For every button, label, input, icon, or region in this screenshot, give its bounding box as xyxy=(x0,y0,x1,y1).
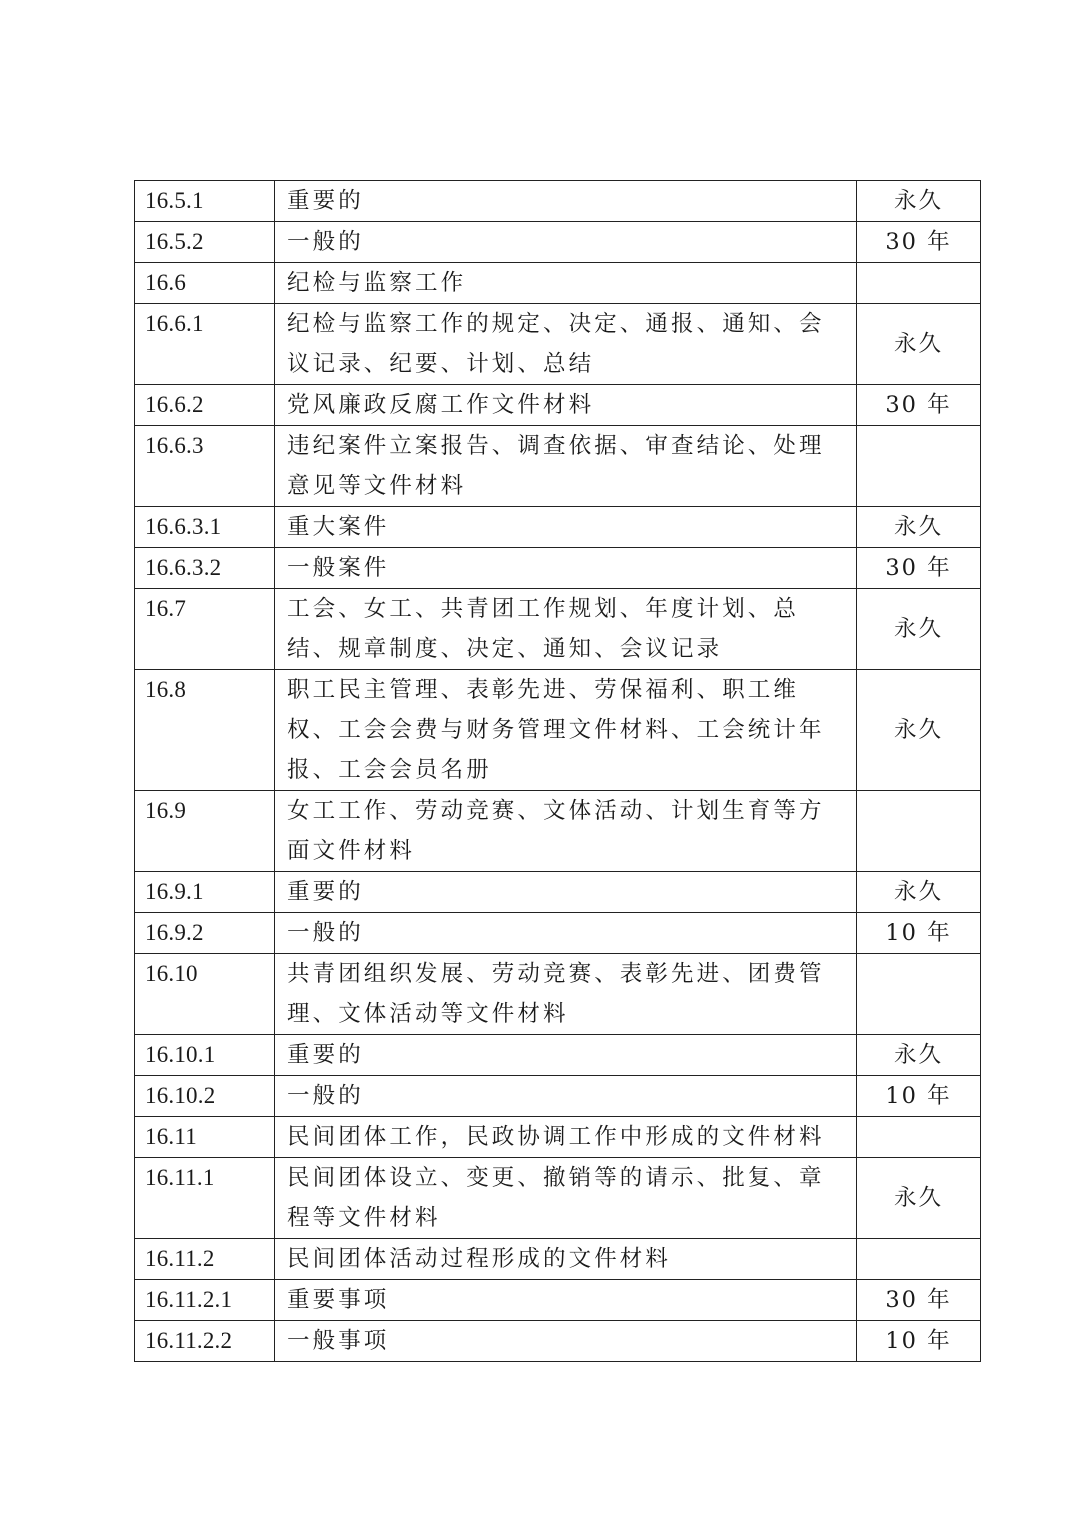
item-description-cell: 民间团体工作，民政协调工作中形成的文件材料 xyxy=(275,1117,857,1158)
retention-period-cell: 10 年 xyxy=(857,913,981,954)
table-row xyxy=(135,670,981,791)
item-description-cell: 民间团体活动过程形成的文件材料 xyxy=(275,1239,857,1280)
table-row xyxy=(135,304,981,385)
item-description-cell: 共青团组织发展、劳动竞赛、表彰先进、团费管理、文体活动等文件材料 xyxy=(275,954,857,1035)
table-row xyxy=(135,1321,981,1362)
table-row xyxy=(135,426,981,507)
table-row xyxy=(135,954,981,1035)
table-row xyxy=(135,913,981,954)
item-description-cell: 重要的 xyxy=(275,872,857,913)
table-row xyxy=(135,1076,981,1117)
table-row xyxy=(135,385,981,426)
item-code-cell: 16.6.2 xyxy=(135,385,275,426)
item-code-cell: 16.6.3.1 xyxy=(135,507,275,548)
item-description-cell: 纪检与监察工作 xyxy=(275,263,857,304)
item-code-cell: 16.8 xyxy=(135,670,275,791)
item-description-cell: 工会、女工、共青团工作规划、年度计划、总结、规章制度、决定、通知、会议记录 xyxy=(275,589,857,670)
item-code-cell: 16.10 xyxy=(135,954,275,1035)
item-description-cell: 一般的 xyxy=(275,913,857,954)
item-description-cell: 民间团体设立、变更、撤销等的请示、批复、章程等文件材料 xyxy=(275,1158,857,1239)
retention-period-cell xyxy=(857,1117,981,1158)
retention-period-cell: 永久 xyxy=(857,872,981,913)
item-code-cell: 16.7 xyxy=(135,589,275,670)
table-row xyxy=(135,791,981,872)
table-row xyxy=(135,181,981,222)
item-description-cell: 一般的 xyxy=(275,222,857,263)
table-row xyxy=(135,1280,981,1321)
item-code-cell: 16.9.1 xyxy=(135,872,275,913)
retention-period-cell xyxy=(857,954,981,1035)
item-code-cell: 16.11.2.1 xyxy=(135,1280,275,1321)
item-code-cell: 16.6.3 xyxy=(135,426,275,507)
item-description-cell: 重要的 xyxy=(275,1035,857,1076)
table-row xyxy=(135,222,981,263)
item-description-cell: 重大案件 xyxy=(275,507,857,548)
item-code-cell: 16.6 xyxy=(135,263,275,304)
table-row xyxy=(135,548,981,589)
retention-period-cell xyxy=(857,791,981,872)
retention-period-cell: 永久 xyxy=(857,670,981,791)
retention-period-cell: 30 年 xyxy=(857,385,981,426)
table-body xyxy=(135,181,981,1362)
item-code-cell: 16.9 xyxy=(135,791,275,872)
item-code-cell: 16.10.1 xyxy=(135,1035,275,1076)
retention-schedule-table xyxy=(134,180,981,1362)
table-row xyxy=(135,1035,981,1076)
retention-period-cell: 永久 xyxy=(857,1158,981,1239)
retention-period-cell xyxy=(857,1239,981,1280)
item-code-cell: 16.11.2 xyxy=(135,1239,275,1280)
item-code-cell: 16.11.1 xyxy=(135,1158,275,1239)
item-description-cell: 一般的 xyxy=(275,1076,857,1117)
retention-period-cell: 30 年 xyxy=(857,222,981,263)
item-description-cell: 一般案件 xyxy=(275,548,857,589)
item-description-cell: 党风廉政反腐工作文件材料 xyxy=(275,385,857,426)
item-code-cell: 16.6.3.2 xyxy=(135,548,275,589)
item-description-cell: 一般事项 xyxy=(275,1321,857,1362)
item-description-cell: 女工工作、劳动竞赛、文体活动、计划生育等方面文件材料 xyxy=(275,791,857,872)
retention-period-cell: 永久 xyxy=(857,589,981,670)
item-code-cell: 16.10.2 xyxy=(135,1076,275,1117)
retention-period-cell: 30 年 xyxy=(857,548,981,589)
item-description-cell: 违纪案件立案报告、调查依据、审查结论、处理意见等文件材料 xyxy=(275,426,857,507)
item-description-cell: 重要事项 xyxy=(275,1280,857,1321)
item-code-cell: 16.11 xyxy=(135,1117,275,1158)
item-code-cell: 16.5.1 xyxy=(135,181,275,222)
table-row xyxy=(135,507,981,548)
retention-period-cell: 永久 xyxy=(857,181,981,222)
retention-period-cell xyxy=(857,263,981,304)
table-row xyxy=(135,1158,981,1239)
retention-period-cell: 10 年 xyxy=(857,1076,981,1117)
retention-period-cell: 永久 xyxy=(857,304,981,385)
retention-period-cell: 30 年 xyxy=(857,1280,981,1321)
item-code-cell: 16.6.1 xyxy=(135,304,275,385)
item-description-cell: 职工民主管理、表彰先进、劳保福利、职工维权、工会会费与财务管理文件材料、工会统计年报、工会会员名册 xyxy=(275,670,857,791)
table-row xyxy=(135,263,981,304)
table-row xyxy=(135,1239,981,1280)
retention-period-cell: 永久 xyxy=(857,1035,981,1076)
item-description-cell: 重要的 xyxy=(275,181,857,222)
item-code-cell: 16.5.2 xyxy=(135,222,275,263)
table-row xyxy=(135,589,981,670)
retention-period-cell: 永久 xyxy=(857,507,981,548)
retention-period-cell xyxy=(857,426,981,507)
item-code-cell: 16.9.2 xyxy=(135,913,275,954)
retention-period-cell: 10 年 xyxy=(857,1321,981,1362)
table-row xyxy=(135,1117,981,1158)
item-code-cell: 16.11.2.2 xyxy=(135,1321,275,1362)
table-row xyxy=(135,872,981,913)
item-description-cell: 纪检与监察工作的规定、决定、通报、通知、会议记录、纪要、计划、总结 xyxy=(275,304,857,385)
